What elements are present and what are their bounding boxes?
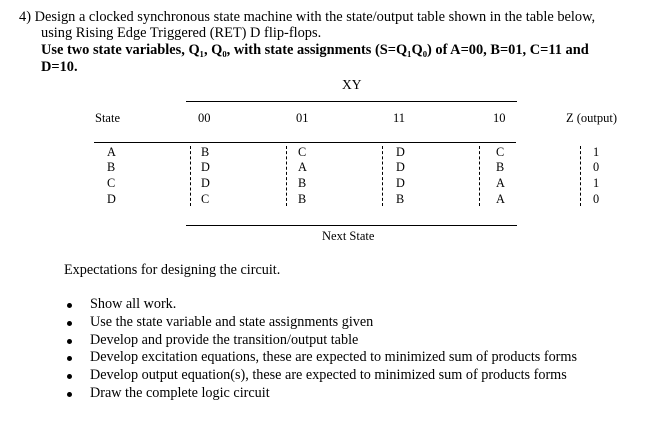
header-bottom-rule xyxy=(94,142,516,143)
row-d-state: D xyxy=(107,192,116,206)
list-item xyxy=(64,314,577,332)
row-a-01: C xyxy=(298,145,307,159)
next-state-caption: Next State xyxy=(322,229,375,243)
row-a-11: D xyxy=(396,145,405,159)
header-top-rule xyxy=(186,101,517,102)
bullet-icon xyxy=(67,339,72,344)
question-line-3: Use two state variables, Q₁, Q₀, with state assignments (S=Q₁Q₀) of A=00, B=01, C=11 and xyxy=(41,42,589,58)
list-item-text: Draw the complete logic circuit xyxy=(90,384,270,401)
row-d-10: A xyxy=(496,192,505,206)
expectations-list xyxy=(64,296,577,403)
list-item xyxy=(64,385,577,403)
header-output: Z (output) xyxy=(566,111,618,125)
table-bottom-rule xyxy=(186,225,517,226)
col-divider-11 xyxy=(479,146,480,206)
list-item-text: Develop and provide the transition/output table xyxy=(90,331,359,348)
list-item-text: Show all work. xyxy=(90,296,177,312)
row-b-10: B xyxy=(496,160,505,174)
row-d-11: B xyxy=(396,192,405,206)
row-c-z: 1 xyxy=(593,176,600,190)
bullet-icon xyxy=(67,356,72,361)
row-d-01: B xyxy=(298,192,307,206)
row-c-state: C xyxy=(107,176,116,190)
row-b-11: D xyxy=(396,160,405,174)
xy-label: XY xyxy=(342,77,362,92)
list-item xyxy=(64,296,577,314)
row-a-10: C xyxy=(496,145,505,159)
list-item-text: Develop excitation equations, these are expected to minimized sum of products forms xyxy=(90,349,577,366)
row-a-state: A xyxy=(107,145,116,159)
list-item xyxy=(64,349,577,367)
col-divider-01 xyxy=(382,146,383,206)
row-d-00: C xyxy=(201,192,210,206)
header-col-01: 01 xyxy=(296,111,309,125)
question-line-2: using Rising Edge Triggered (RET) D flip-flops. xyxy=(41,25,322,41)
row-b-state: B xyxy=(107,160,116,174)
question-line-4: D=10. xyxy=(41,59,78,75)
list-item-text: Use the state variable and state assignments given xyxy=(90,313,374,330)
header-col-00: 00 xyxy=(198,111,211,125)
row-d-z: 0 xyxy=(593,192,600,206)
row-a-00: B xyxy=(201,145,210,159)
list-item xyxy=(64,332,577,350)
header-col-11: 11 xyxy=(393,111,406,125)
list-item-text: Develop output equation(s), these are expected to minimized sum of products forms xyxy=(90,367,567,384)
list-item xyxy=(64,367,577,385)
bullet-icon xyxy=(67,321,72,326)
col-divider-state xyxy=(190,146,191,206)
row-c-01: B xyxy=(298,176,307,190)
row-c-00: D xyxy=(201,176,210,190)
row-b-z: 0 xyxy=(593,160,600,174)
header-col-10: 10 xyxy=(493,111,506,125)
bullet-icon xyxy=(67,374,72,379)
header-state: State xyxy=(95,111,120,125)
row-b-00: D xyxy=(201,160,210,174)
row-a-z: 1 xyxy=(593,145,600,159)
bullet-icon xyxy=(67,392,72,397)
bullet-icon xyxy=(67,303,72,308)
col-divider-00 xyxy=(286,146,287,206)
row-b-01: A xyxy=(298,160,307,174)
question-line-1: 4) Design a clocked synchronous state machine with the state/output table shown in the table below, xyxy=(19,9,596,25)
expectations-heading: Expectations for designing the circuit. xyxy=(64,262,281,278)
row-c-10: A xyxy=(496,176,505,190)
row-c-11: D xyxy=(396,176,405,190)
col-divider-10 xyxy=(580,146,581,206)
